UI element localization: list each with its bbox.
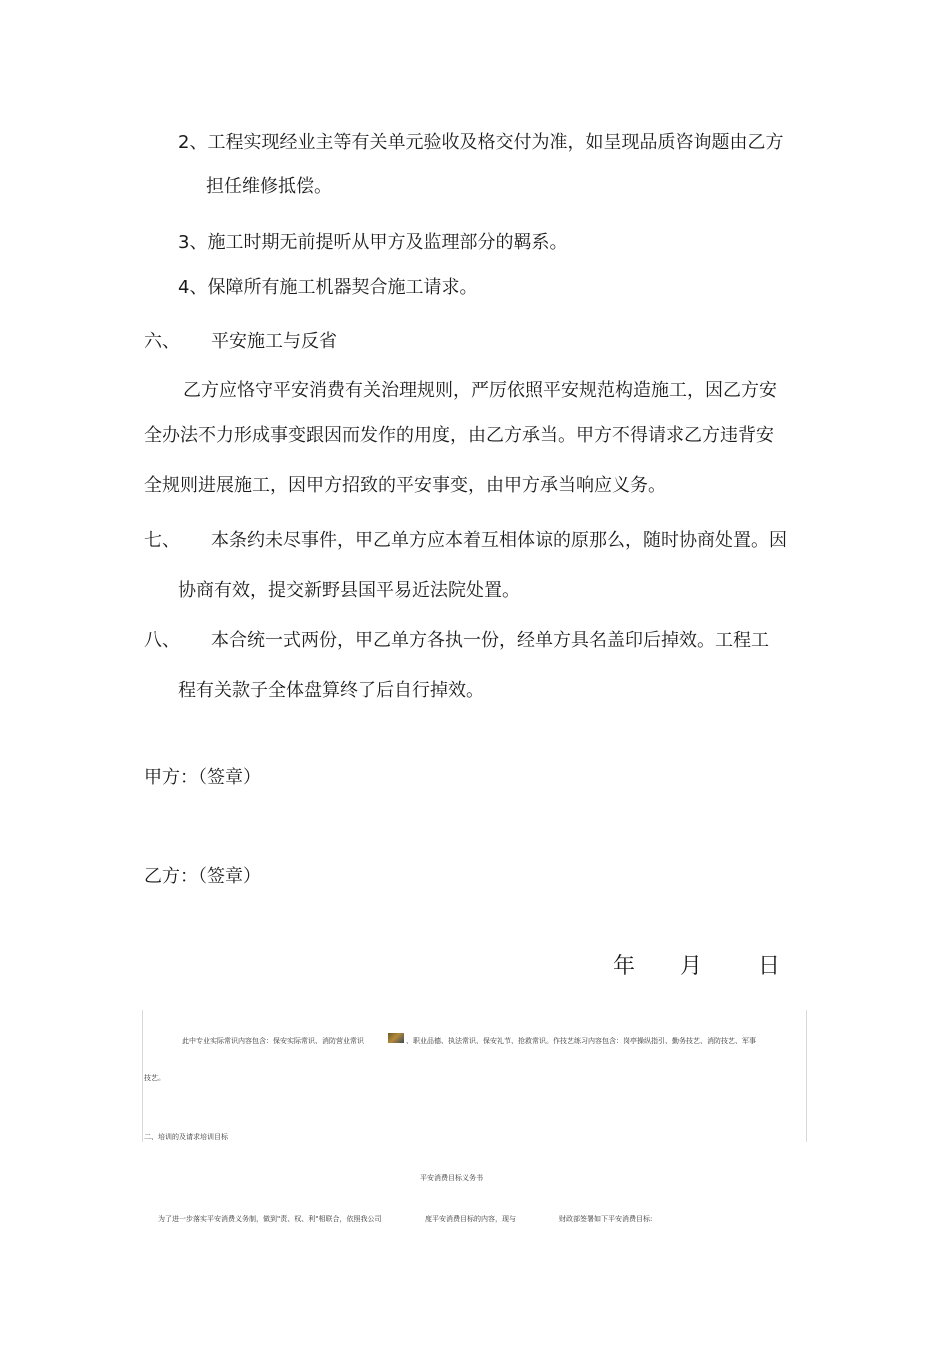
appendix-line1-end: 、职业品德、执法常识、保安礼节、抢救常识。作技艺练习内容包含：岗亭操纵指引、勤务技艺、消防技艺、军事 [406, 1037, 756, 1045]
section-6-para-line2: 全办法不力形成事变跟因而发作的用度，由乙方承当。甲方不得请求乙方违背安 [144, 425, 774, 446]
clause-item-2-line1: 2、工程实现经业主等有关单元验收及格交付为准，如呈现品质咨询题由乙方 [178, 132, 784, 153]
section-7-line1: 本条约未尽事件，甲乙单方应本着互相体谅的原那么，随时协商处置。因 [211, 530, 787, 551]
section-7-line2: 协商有效，提交新野县国平易近法院处置。 [178, 580, 520, 601]
signature-party-a: 甲方：（签章） [144, 767, 261, 788]
clause-item-4: 4、保障所有施工机器契合施工请求。 [178, 277, 478, 298]
section-8-line1: 本合统一式两份，甲乙单方各执一份，经单方具名盖印后掉效。工程工 [211, 630, 769, 651]
section-6-number: 六、 [144, 331, 180, 352]
appendix-heading: 二、培训的及请求培训目标 [144, 1133, 228, 1141]
appendix-doc-title: 平安消费目标义务书 [420, 1174, 483, 1182]
section-8-number: 八、 [144, 630, 180, 651]
section-6-para-line3: 全规则进展施工，因甲方招致的平安事变，由甲方承当响应义务。 [144, 475, 666, 496]
date-year: 年 [613, 954, 636, 979]
date-day: 日 [758, 954, 781, 979]
clause-item-3: 3、施工时期无前提听从甲方及监理部分的羁系。 [178, 232, 568, 253]
section-8-line2: 程有关款子全体盘算终了后自行掉效。 [178, 680, 484, 701]
clause-item-2-line2: 担任维修抵偿。 [206, 176, 332, 197]
section-6-para-line1: 乙方应恪守平安消费有关治理规则，严厉依照平安规范构造施工，因乙方安 [183, 380, 777, 401]
appendix-thumbnail-image [388, 1033, 404, 1043]
section-7-number: 七、 [144, 530, 180, 551]
appendix-body-part2: 度平安消费目标的内容，现与 [425, 1215, 516, 1223]
appendix-body-part1: 为了进一步落实平安消费义务制，做到"责、权、利"相联合，依照我公司 [158, 1215, 382, 1223]
appendix-frame-left [142, 1010, 143, 1142]
appendix-line2: 技艺。 [144, 1074, 165, 1082]
section-6-title: 平安施工与反省 [211, 331, 337, 352]
signature-party-b: 乙方：（签章） [144, 866, 261, 887]
appendix-frame-right [806, 1010, 807, 1142]
appendix-body-part3: 财政部签署如下平安消费目标: [559, 1215, 653, 1223]
appendix-line1-start: 此中专业实际常识内容包含：保安实际常识、消防营业常识 [182, 1037, 364, 1045]
date-month: 月 [680, 954, 703, 979]
